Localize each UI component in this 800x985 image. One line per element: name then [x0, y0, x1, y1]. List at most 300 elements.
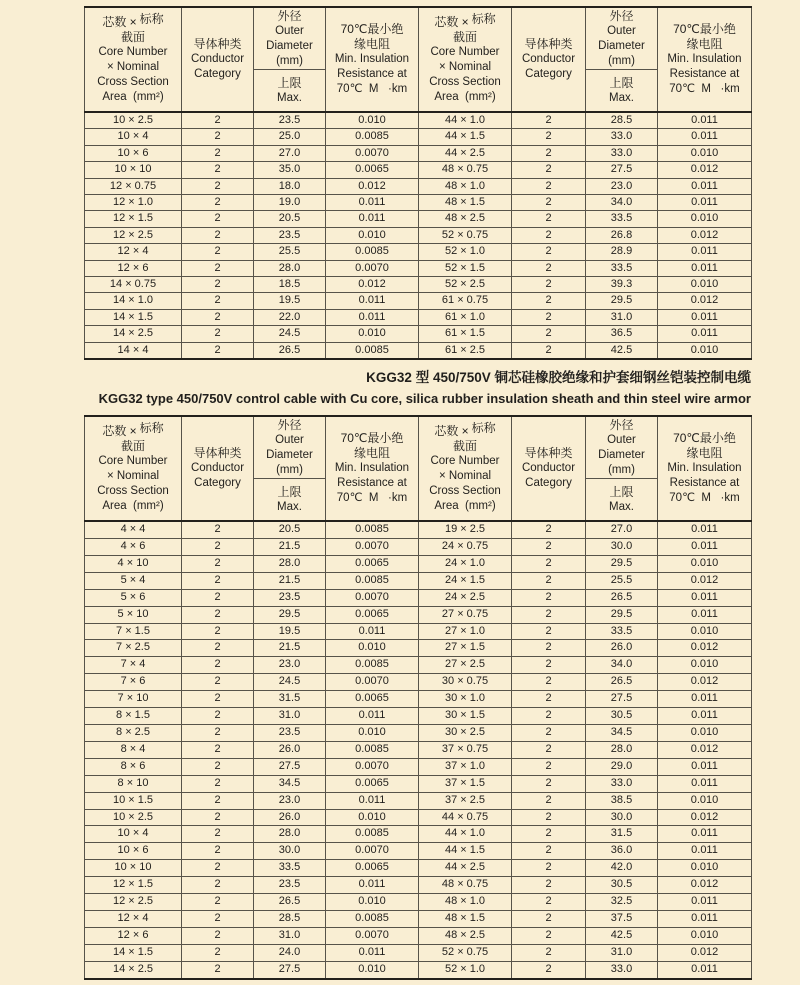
- table-cell: 12 × 0.75: [85, 178, 182, 194]
- table-cell: 30.0: [254, 843, 326, 860]
- table-cell: 19.5: [254, 293, 326, 309]
- table-row: [85, 708, 752, 725]
- header-ir-zh-line1: 70℃最小绝: [340, 431, 404, 446]
- header-ir-en-line3: 70℃ M ·km: [669, 492, 740, 505]
- table-cell: 0.0085: [326, 572, 419, 589]
- table-cell: 2: [512, 623, 586, 640]
- table-cell: 7 × 4: [85, 657, 182, 674]
- header-conductor-category: [182, 416, 254, 521]
- table-cell: 2: [182, 927, 254, 944]
- table-cell: 2: [512, 708, 586, 725]
- header-outer-diameter: [586, 7, 658, 70]
- table-cell: 0.011: [658, 589, 752, 606]
- table-cell: 14 × 2.5: [85, 326, 182, 342]
- table-cell: 2: [512, 741, 586, 758]
- table-cell: 19 × 2.5: [419, 521, 512, 538]
- table-cell: 23.0: [254, 792, 326, 809]
- table-cell: 2: [182, 724, 254, 741]
- table-cell: 2: [512, 145, 586, 161]
- table-cell: 2: [512, 277, 586, 293]
- table-cell: 52 × 1.0: [419, 961, 512, 978]
- table-body: [85, 112, 752, 359]
- header-ir-en-line1: Min. Insulation: [334, 462, 410, 475]
- table-cell: 2: [182, 826, 254, 843]
- header-ir-zh-line1: 70℃最小绝: [340, 22, 404, 36]
- table-cell: 5 × 4: [85, 572, 182, 589]
- table-cell: 27.5: [254, 961, 326, 978]
- table-cell: 52 × 2.5: [419, 277, 512, 293]
- table-cell: 28.5: [254, 910, 326, 927]
- table-cell: 0.0085: [326, 342, 419, 359]
- table-cell: 27.0: [586, 521, 658, 538]
- table-cell: 42.0: [586, 860, 658, 877]
- table-cell: 12 × 6: [85, 927, 182, 944]
- table-cell: 0.010: [658, 792, 752, 809]
- table-cell: 26.5: [254, 342, 326, 359]
- table-header: [85, 7, 752, 112]
- table-cell: 2: [182, 606, 254, 623]
- header-core-en-line2: × Nominal: [106, 469, 160, 482]
- header-od-zh: 外径: [609, 417, 634, 432]
- table-cell: 0.011: [658, 195, 752, 211]
- header-od-max: [254, 70, 326, 113]
- table-cell: 0.0085: [326, 129, 419, 145]
- table-cell: 48 × 1.0: [419, 178, 512, 194]
- table-cell: 0.0065: [326, 606, 419, 623]
- table-cell: 2: [182, 708, 254, 725]
- header-core-en-line1: Core Number: [430, 45, 500, 58]
- header-row-main: [85, 416, 752, 479]
- table-cell: 27 × 0.75: [419, 606, 512, 623]
- table-cell: 12 × 6: [85, 260, 182, 276]
- table-cell: 0.012: [326, 277, 419, 293]
- table-cell: 34.5: [586, 724, 658, 741]
- table-cell: 12 × 2.5: [85, 227, 182, 243]
- table-row: [85, 309, 752, 325]
- table-cell: 2: [512, 877, 586, 894]
- table-cell: 2: [512, 260, 586, 276]
- header-conductor-en-line1: Conductor: [521, 462, 576, 475]
- table-cell: 2: [182, 792, 254, 809]
- table-row: [85, 589, 752, 606]
- table-cell: 23.0: [586, 178, 658, 194]
- header-conductor-en-line2: Category: [525, 477, 572, 490]
- table-cell: 12 × 1.5: [85, 877, 182, 894]
- table-cell: 2: [512, 775, 586, 792]
- table-cell: 44 × 2.5: [419, 145, 512, 161]
- header-od-max: [586, 479, 658, 522]
- header-core-zh-prefix: 芯数 ×: [102, 423, 137, 438]
- table-cell: 10 × 10: [85, 860, 182, 877]
- table-cell: 0.010: [326, 894, 419, 911]
- table-row: [85, 145, 752, 161]
- table-cell: 31.0: [254, 927, 326, 944]
- table-cell: 0.010: [658, 277, 752, 293]
- header-core-zh-raised: 标称: [139, 11, 164, 26]
- table-cell: 2: [182, 244, 254, 260]
- table-cell: 48 × 0.75: [419, 162, 512, 178]
- table-cell: 37 × 1.0: [419, 758, 512, 775]
- table-cell: 27.5: [586, 162, 658, 178]
- header-core-zh-prefix: 芯数 ×: [434, 423, 469, 438]
- header-conductor-zh: 导体种类: [193, 446, 242, 461]
- table-cell: 48 × 1.5: [419, 910, 512, 927]
- header-outer-diameter: [254, 7, 326, 70]
- table-cell: 2: [512, 792, 586, 809]
- table-row: [85, 792, 752, 809]
- table-cell: 21.5: [254, 640, 326, 657]
- table-cell: 2: [512, 961, 586, 978]
- table-cell: 0.0070: [326, 843, 419, 860]
- table-cell: 2: [512, 809, 586, 826]
- table-header: [85, 416, 752, 521]
- header-core-en-line4: Area (mm²): [434, 90, 496, 103]
- header-core-en-line4: Area (mm²): [102, 90, 164, 103]
- header-core-en-line4: Area (mm²): [102, 499, 164, 512]
- spec-table-bottom: [84, 415, 752, 979]
- header-od-en-line1: Outer: [607, 24, 636, 37]
- table-cell: 0.011: [326, 944, 419, 961]
- table-cell: 14 × 2.5: [85, 961, 182, 978]
- table-cell: 2: [512, 758, 586, 775]
- table-cell: 33.0: [586, 145, 658, 161]
- table-cell: 23.0: [254, 657, 326, 674]
- table-cell: 10 × 2.5: [85, 112, 182, 129]
- table-cell: 0.011: [658, 708, 752, 725]
- header-core-en-line3: Cross Section: [429, 484, 501, 497]
- table-cell: 2: [512, 162, 586, 178]
- table-cell: 0.0070: [326, 674, 419, 691]
- table-cell: 0.011: [658, 691, 752, 708]
- table-cell: 25.0: [254, 129, 326, 145]
- table-row: [85, 555, 752, 572]
- table-cell: 2: [182, 775, 254, 792]
- table-cell: 0.0085: [326, 741, 419, 758]
- table-cell: 20.5: [254, 211, 326, 227]
- header-od-en-line1: Outer: [275, 433, 304, 446]
- table-cell: 0.012: [658, 227, 752, 243]
- table-cell: 26.5: [586, 674, 658, 691]
- table-cell: 2: [182, 195, 254, 211]
- table-cell: 23.5: [254, 724, 326, 741]
- table-cell: 37 × 0.75: [419, 741, 512, 758]
- table-cell: 2: [182, 277, 254, 293]
- table-cell: 10 × 4: [85, 826, 182, 843]
- table-cell: 2: [512, 589, 586, 606]
- header-ir-zh-line2: 缘电阻: [353, 37, 390, 51]
- header-od-en-line3: (mm): [608, 463, 635, 476]
- header-conductor-en-line1: Conductor: [190, 462, 245, 475]
- table-cell: 18.0: [254, 178, 326, 194]
- table-row: [85, 894, 752, 911]
- table-cell: 27 × 1.0: [419, 623, 512, 640]
- table-cell: 4 × 10: [85, 555, 182, 572]
- table-cell: 8 × 2.5: [85, 724, 182, 741]
- table-cell: 2: [512, 178, 586, 194]
- table-cell: 24.5: [254, 674, 326, 691]
- table-cell: 36.0: [586, 843, 658, 860]
- table-cell: 2: [182, 342, 254, 359]
- table-cell: 19.5: [254, 623, 326, 640]
- table-row: [85, 129, 752, 145]
- table-cell: 22.0: [254, 309, 326, 325]
- table-cell: 0.011: [326, 195, 419, 211]
- table-cell: 0.011: [326, 708, 419, 725]
- table-cell: 2: [182, 674, 254, 691]
- table-cell: 2: [512, 894, 586, 911]
- table-row: [85, 326, 752, 342]
- table-cell: 44 × 1.0: [419, 112, 512, 129]
- header-od-zh: 外径: [609, 8, 634, 23]
- table-cell: 19.0: [254, 195, 326, 211]
- table-cell: 29.5: [586, 293, 658, 309]
- table-cell: 0.0070: [326, 927, 419, 944]
- header-core-zh-raised: 标称: [139, 420, 164, 435]
- table-cell: 0.012: [658, 741, 752, 758]
- table-cell: 7 × 6: [85, 674, 182, 691]
- table-cell: 0.011: [658, 826, 752, 843]
- table-cell: 0.011: [658, 309, 752, 325]
- table-cell: 0.011: [658, 260, 752, 276]
- table-cell: 14 × 1.5: [85, 309, 182, 325]
- header-insulation-resistance: [326, 416, 419, 521]
- table-cell: 44 × 1.5: [419, 129, 512, 145]
- table-cell: 48 × 1.5: [419, 195, 512, 211]
- table-cell: 12 × 2.5: [85, 894, 182, 911]
- table-cell: 2: [512, 640, 586, 657]
- table-cell: 42.5: [586, 342, 658, 359]
- table-cell: 27 × 1.5: [419, 640, 512, 657]
- table-row: [85, 244, 752, 260]
- table-cell: 52 × 0.75: [419, 944, 512, 961]
- table-body: [85, 521, 752, 978]
- header-core-number: [419, 416, 512, 521]
- table-cell: 7 × 1.5: [85, 623, 182, 640]
- header-od-max: [254, 479, 326, 522]
- table-cell: 26.5: [586, 589, 658, 606]
- header-ir-en-line3: 70℃ M ·km: [336, 83, 408, 95]
- table-cell: 0.011: [326, 792, 419, 809]
- table-cell: 7 × 10: [85, 691, 182, 708]
- header-core-en-line2: × Nominal: [438, 469, 492, 482]
- table-cell: 2: [512, 293, 586, 309]
- table-cell: 25.5: [254, 244, 326, 260]
- table-cell: 0.011: [326, 623, 419, 640]
- table-cell: 30 × 1.5: [419, 708, 512, 725]
- header-core-en-line2: × Nominal: [438, 60, 492, 73]
- table-cell: 48 × 1.0: [419, 894, 512, 911]
- table-cell: 0.0085: [326, 910, 419, 927]
- section-title: [84, 369, 751, 407]
- table-cell: 28.0: [254, 826, 326, 843]
- header-insulation-resistance: [658, 7, 752, 112]
- table-cell: 10 × 2.5: [85, 809, 182, 826]
- table-cell: 0.0065: [326, 162, 419, 178]
- table-cell: 0.011: [658, 539, 752, 556]
- table-cell: 24 × 1.5: [419, 572, 512, 589]
- table-cell: 27.0: [254, 145, 326, 161]
- header-conductor-en-line2: Category: [194, 477, 241, 490]
- header-od-en-line3: (mm): [608, 54, 635, 67]
- table-cell: 2: [182, 961, 254, 978]
- section-title-zh: KGG32 型 450/750V 铜芯硅橡胶绝缘和护套细钢丝铠装控制电缆: [366, 370, 751, 386]
- table-cell: 35.0: [254, 162, 326, 178]
- header-core-zh-line2: 截面: [120, 29, 145, 44]
- header-conductor-en-line2: Category: [194, 68, 241, 80]
- table-cell: 0.010: [658, 342, 752, 359]
- table-cell: 0.011: [326, 293, 419, 309]
- table-cell: 2: [182, 555, 254, 572]
- header-outer-diameter: [586, 416, 658, 479]
- table-cell: 0.010: [326, 640, 419, 657]
- table-cell: 2: [182, 860, 254, 877]
- table-cell: 29.5: [586, 606, 658, 623]
- header-od-zh: 外径: [277, 8, 302, 23]
- table-cell: 8 × 6: [85, 758, 182, 775]
- table-cell: 31.5: [586, 826, 658, 843]
- table-cell: 2: [182, 572, 254, 589]
- header-core-number: [85, 7, 182, 112]
- table-cell: 2: [512, 606, 586, 623]
- table-cell: 0.011: [658, 521, 752, 538]
- table-cell: 0.0065: [326, 691, 419, 708]
- table-cell: 2: [182, 877, 254, 894]
- table-cell: 29.0: [586, 758, 658, 775]
- table-cell: 2: [182, 293, 254, 309]
- table-cell: 2: [182, 809, 254, 826]
- table-cell: 27 × 2.5: [419, 657, 512, 674]
- table-cell: 0.011: [658, 758, 752, 775]
- table-cell: 29.5: [254, 606, 326, 623]
- header-core-number: [85, 416, 182, 521]
- table-row: [85, 944, 752, 961]
- header-core-zh-line2: 截面: [452, 438, 477, 453]
- catalog-page: [0, 6, 800, 985]
- table-cell: 21.5: [254, 572, 326, 589]
- table-cell: 2: [182, 623, 254, 640]
- header-ir-en-line2: Resistance at: [337, 68, 407, 80]
- header-ir-en-line2: Resistance at: [669, 68, 740, 80]
- table-cell: 42.5: [586, 927, 658, 944]
- header-od-en-line2: Diameter: [266, 39, 313, 52]
- header-core-zh-raised: 标称: [471, 11, 496, 26]
- table-row: [85, 623, 752, 640]
- table-cell: 24 × 1.0: [419, 555, 512, 572]
- table-cell: 2: [182, 521, 254, 538]
- table-cell: 37 × 1.5: [419, 775, 512, 792]
- table-row: [85, 195, 752, 211]
- table-cell: 0.012: [658, 293, 752, 309]
- table-cell: 27.5: [586, 691, 658, 708]
- table-cell: 33.5: [586, 260, 658, 276]
- header-ir-en-line1: Min. Insulation: [334, 53, 410, 65]
- table-cell: 2: [182, 758, 254, 775]
- header-ir-en-line2: Resistance at: [337, 477, 407, 490]
- table-cell: 30.5: [586, 877, 658, 894]
- table-cell: 2: [512, 657, 586, 674]
- header-ir-en-line2: Resistance at: [669, 477, 740, 490]
- table-cell: 0.010: [658, 860, 752, 877]
- table-cell: 0.010: [658, 724, 752, 741]
- table-cell: 0.0085: [326, 657, 419, 674]
- table-cell: 26.0: [586, 640, 658, 657]
- table-row: [85, 691, 752, 708]
- table-cell: 26.8: [586, 227, 658, 243]
- header-od-en-line2: Diameter: [266, 448, 313, 461]
- table-row: [85, 843, 752, 860]
- table-cell: 0.010: [326, 961, 419, 978]
- header-conductor-zh: 导体种类: [193, 37, 242, 51]
- table-cell: 2: [512, 927, 586, 944]
- table-cell: 33.5: [586, 623, 658, 640]
- table-cell: 31.0: [586, 309, 658, 325]
- table-cell: 2: [182, 112, 254, 129]
- table-cell: 12 × 1.0: [85, 195, 182, 211]
- header-core-en-line1: Core Number: [98, 45, 168, 58]
- table-cell: 0.010: [658, 211, 752, 227]
- table-cell: 0.010: [326, 112, 419, 129]
- table-cell: 0.010: [658, 623, 752, 640]
- table-cell: 2: [182, 211, 254, 227]
- table-cell: 2: [182, 657, 254, 674]
- table-cell: 52 × 1.0: [419, 244, 512, 260]
- table-cell: 61 × 1.0: [419, 309, 512, 325]
- table-cell: 26.0: [254, 809, 326, 826]
- table-cell: 44 × 0.75: [419, 809, 512, 826]
- table-cell: 2: [512, 843, 586, 860]
- header-core-zh-prefix: 芯数 ×: [434, 14, 469, 29]
- table-cell: 2: [512, 112, 586, 129]
- table-cell: 0.010: [658, 145, 752, 161]
- header-core-en-line4: Area (mm²): [434, 499, 496, 512]
- header-conductor-zh: 导体种类: [524, 37, 573, 51]
- table-cell: 30.0: [586, 809, 658, 826]
- table-cell: 0.011: [658, 178, 752, 194]
- header-core-en-line1: Core Number: [98, 454, 168, 467]
- table-cell: 2: [182, 539, 254, 556]
- header-od-max-zh: 上限: [277, 75, 302, 90]
- table-cell: 0.011: [658, 775, 752, 792]
- header-core-en-line1: Core Number: [430, 454, 500, 467]
- table-cell: 28.5: [586, 112, 658, 129]
- table-cell: 33.5: [586, 211, 658, 227]
- table-cell: 0.012: [658, 572, 752, 589]
- table-cell: 31.0: [586, 944, 658, 961]
- table-cell: 7 × 2.5: [85, 640, 182, 657]
- table-cell: 0.0085: [326, 521, 419, 538]
- table-cell: 0.010: [326, 326, 419, 342]
- table-cell: 2: [182, 326, 254, 342]
- table-cell: 2: [512, 691, 586, 708]
- table-cell: 4 × 4: [85, 521, 182, 538]
- table-cell: 0.012: [326, 178, 419, 194]
- table-cell: 44 × 1.5: [419, 843, 512, 860]
- table-cell: 28.0: [254, 555, 326, 572]
- table-cell: 14 × 0.75: [85, 277, 182, 293]
- table-cell: 0.011: [658, 244, 752, 260]
- table-cell: 2: [182, 260, 254, 276]
- table-cell: 2: [512, 539, 586, 556]
- header-od-max-en: Max.: [609, 500, 634, 513]
- header-core-zh-prefix: 芯数 ×: [102, 14, 137, 29]
- header-core-zh-raised: 标称: [471, 420, 496, 435]
- table-cell: 2: [182, 129, 254, 145]
- table-cell: 2: [512, 129, 586, 145]
- table-cell: 2: [512, 521, 586, 538]
- table-cell: 2: [182, 640, 254, 657]
- header-core-en-line2: × Nominal: [106, 60, 160, 73]
- table-cell: 0.0070: [326, 539, 419, 556]
